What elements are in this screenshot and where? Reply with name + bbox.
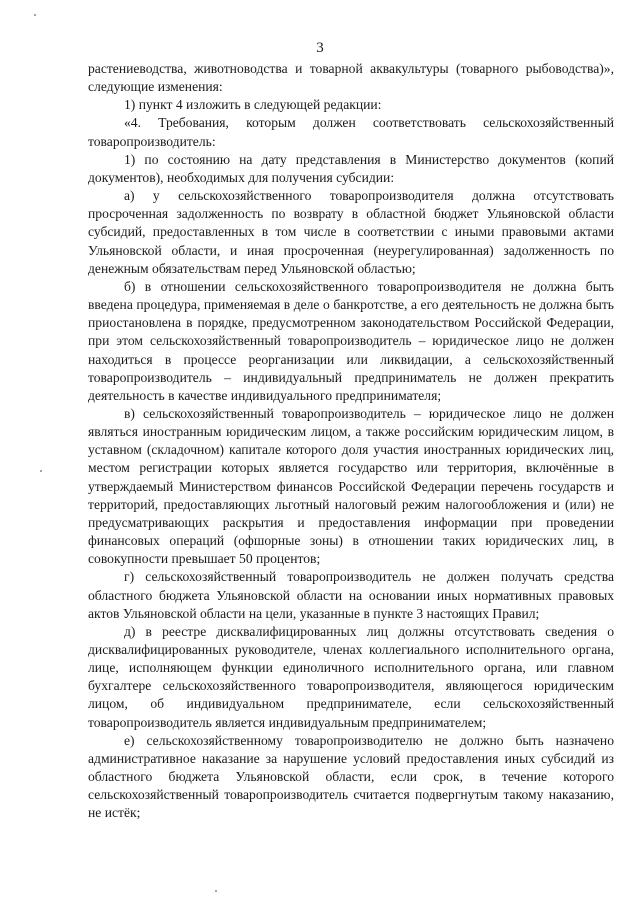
paragraph-item-1: 1) пункт 4 изложить в следующей редакции:	[124, 97, 382, 113]
document-body	[88, 60, 614, 823]
paragraph-d: д) в реестре дисквалифицированных лиц должны отсутствовать сведения о дисквалифицированных руководителе, членах коллегиального исполнительного органа, лице, исполняющем функции единоличного исполнительного органа, или главном бухгалтере сельскохозяйственного товаропроизводителя, являющегося юридическим лицом, об индивидуальном предпринимателе, если сельскохозяйственный товаропроизводитель является индивидуальным предпринимателем;	[88, 623, 614, 730]
paragraph-b: б) в отношении сельскохозяйственного товаропроизводителя не должна быть введена процедура, применяемая в деле о банкротстве, а его деятельность не должна быть приостановлена в порядке, предусмотренном законодательством Российской Федерации, при этом сельскохозяйственный товаропроизводитель – юридическое лицо не должен находиться в процессе реорганизации или ликвидации, а сельскохозяйственный товаропроизводитель – индивидуальный предприниматель не должен прекратить деятельность в качестве индивидуального предпринимателя;	[88, 278, 614, 403]
paragraph-subitem-1: 1) по состоянию на дату представления в Министерство документов (копий документов), необходимых для получения субсидии:	[88, 151, 614, 185]
paragraph-v: в) сельскохозяйственный товаропроизводитель – юридическое лицо не должен являться иностранным юридическим лицом, а также российским юридическим лицом, в уставном (складочном) капитале которого доля участия иностранных юридических лиц, местом регистрации которых является государство или территория, включённые в утверждаемый Министерством финансов Российской Федерации перечень государств и территорий, предоставляющих льготный налоговый режим налогообложения и (или) не предусматривающих раскрытия и предоставления информации при проведении финансовых операций (офшорные зоны) в отношении таких юридических лиц, в совокупности превышает 50 процентов;	[88, 405, 614, 567]
scan-speck	[34, 14, 36, 16]
scan-speck	[215, 890, 217, 892]
paragraph-intro: растениеводства, животноводства и товарной аквакультуры (товарного рыбоводства)», следующие изменения:	[88, 61, 614, 95]
paragraph-a: а) у сельскохозяйственного товаропроизводителя должна отсутствовать просроченная задолженность по возврату в областной бюджет Ульяновской области субсидий, предоставленных в том числе в соответствии с иными правовыми актами Ульяновской области, и иная просроченная (неурегулированная) задолженность по денежным обязательствам перед Ульяновской областью;	[88, 188, 614, 276]
page-number: 3	[316, 40, 324, 56]
scan-speck	[40, 470, 42, 472]
paragraph-point-4: «4. Требования, которым должен соответствовать сельскохозяйственный товаропроизводитель:	[88, 115, 614, 149]
paragraph-e: е) сельскохозяйственному товаропроизводителю не должно быть назначено административное наказание за нарушение условий предоставления иных субсидий из областного бюджета Ульяновской области, если срок, в течение которого сельскохозяйственный товаропроизводитель считается подвергнутым такому наказанию, не истёк;	[88, 732, 614, 821]
paragraph-g: г) сельскохозяйственный товаропроизводитель не должен получать средства областного бюджета Ульяновской области на основании иных нормативных правовых актов Ульяновской области на цели, указанные в пункте 3 настоящих Правил;	[88, 569, 614, 621]
